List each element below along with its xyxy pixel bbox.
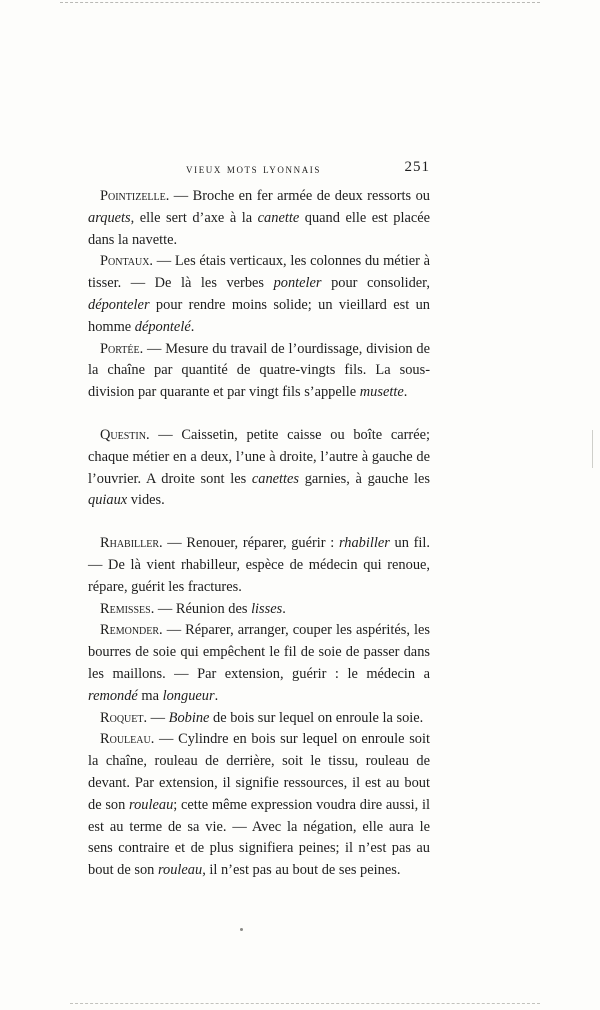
glossary-entry (88, 186, 430, 251)
italic-term: dépontelé (134, 318, 191, 335)
glossary-entry (88, 251, 430, 338)
italic-term: remondé (88, 687, 138, 704)
italic-term: lisses (251, 600, 283, 617)
italic-term: arquets (88, 209, 131, 226)
entry-text: un fil. — De là vient rhabilleur, espèce de médecin qui renoue, répare, guérit les fractures. (88, 535, 430, 595)
top-page-edge-rule (60, 2, 540, 3)
italic-term: rhabiller (338, 535, 390, 552)
entry-headword: Pointizelle. (100, 188, 170, 204)
glossary-entry (88, 708, 430, 730)
italic-term: Bobine (168, 709, 210, 726)
entry-headword: Rhabiller. (100, 535, 163, 552)
glossary-entry (88, 339, 430, 404)
entry-text: — Mesure du travail de l’ourdissage, division de la chaîne par quantité de quatre-vingts fils. La sous-division par quarante et par vingt fils s’appelle (88, 340, 430, 401)
italic-term: canette (257, 209, 300, 226)
glossary-entry (88, 599, 430, 621)
entry-text: , il n’est pas au bout de ses peines. (202, 862, 401, 879)
entry-text: pour consolider, (321, 275, 430, 292)
entry-text: — Cylindre en bois sur lequel on enroule soit la chaîne, rouleau de derrière, soit le tissu, rouleau de devant. Par extension, il signifie ressources, il est au bout de son (88, 731, 430, 813)
italic-term: canettes (251, 470, 300, 487)
glossary-entry (88, 533, 430, 598)
entry-headword: Remonder. (100, 622, 163, 639)
italic-term: longueur (162, 687, 215, 704)
entry-text: — Réunion des (154, 600, 252, 617)
glossary-entry (88, 729, 430, 882)
entry-text: de bois sur lequel on enroule la soie. (209, 709, 424, 726)
italic-term: quiaux (88, 492, 128, 509)
bottom-page-edge-rule (70, 1003, 540, 1004)
running-header (88, 161, 430, 179)
italic-term: déponteler (88, 296, 150, 313)
entry-headword: Questin. (100, 426, 150, 443)
entry-headword: Pontaux. (100, 253, 154, 270)
entry-text: pour rendre moins solide; un vieillard est un homme (88, 296, 430, 335)
glossary-entry (88, 425, 430, 512)
entry-text: ma (137, 687, 163, 704)
running-title: vieux mots lyonnais (186, 161, 321, 176)
italic-term: ponteler (273, 275, 322, 292)
entry-text: — Caissetin, petite caisse ou boîte carrée; chaque métier en a deux, l’une à droite, l’autre à gauche de l’ouvrier. A droite sont les (88, 426, 430, 487)
glossary-entry (88, 620, 430, 707)
entry-text: ; cette même expression voudra dire aussi, il est au terme de sa vie. — Avec la négation, elle aura le sens contraire et de plus signifiera peines; il n’est pas au bout de son (88, 796, 430, 879)
italic-term: rouleau (157, 862, 203, 879)
ink-speck (240, 928, 243, 931)
page-number: 251 (404, 159, 430, 175)
entry-text: . (214, 687, 219, 704)
entry-text: — Renouer, réparer, guérir : (162, 535, 339, 552)
entry-text: . (403, 384, 408, 401)
page-edge-mark (592, 430, 593, 468)
italic-term: rouleau (129, 796, 174, 813)
entry-text: , elle sert d’axe à la (130, 209, 258, 226)
entry-text: quand elle est placée dans la navette. (88, 209, 430, 248)
entry-headword: Remisses. (100, 600, 155, 617)
entry-text: garnies, à gauche les (299, 470, 431, 487)
entry-text: . (282, 600, 286, 617)
entry-text: — (147, 709, 169, 726)
entry-text: — Les étais verticaux, les colonnes du métier à tisser. — De là les verbes (88, 253, 430, 292)
entry-headword: Roquet. (100, 709, 148, 726)
italic-term: musette (359, 384, 404, 401)
glossary-body (88, 186, 430, 882)
entry-text: — Réparer, arranger, couper les aspérités, les bourres de soie qui empêchent le fil de soie de passer dans les maillons. — Par extension, guérir : le médecin a (88, 622, 430, 682)
entry-headword: Rouleau. (100, 731, 155, 748)
entry-text: . (190, 318, 195, 335)
entry-headword: Portée. (100, 340, 144, 357)
entry-text: — Broche en fer armée de deux ressorts ou (169, 188, 430, 204)
entry-text: vides. (127, 492, 165, 509)
